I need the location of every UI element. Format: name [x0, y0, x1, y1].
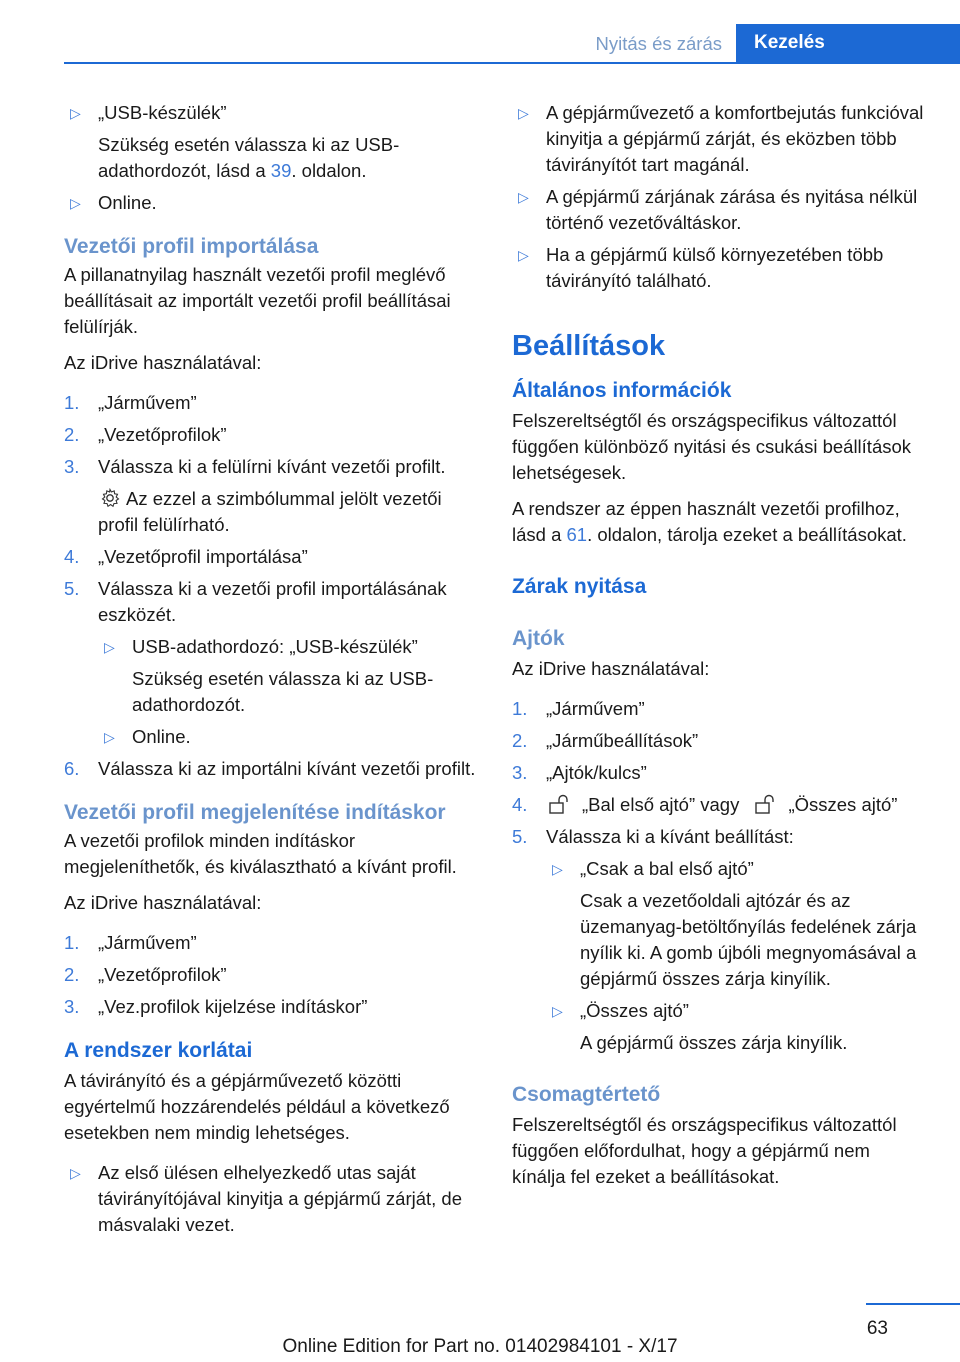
- step-item: 5. Válassza ki a vezetői profil importálásának eszközét.: [64, 578, 447, 625]
- list-item: ▷ A gépjárművezető a komfortbejutás funkcióval kinyitja a gépjármű zárját, és eközben több távirányítót tart magánál.: [518, 102, 924, 175]
- unlock-icon: [548, 794, 572, 814]
- section-tab[interactable]: Nyitás és zárás: [595, 33, 722, 54]
- list-item: ▷ Az első ülésen elhelyezkedő utas saját távirányítójával kinyitja a gépjármű zárját, de másvalaki vezet.: [70, 1162, 463, 1235]
- paragraph: Az iDrive használatával:: [64, 892, 262, 913]
- triangle-right-icon: ▷: [70, 1165, 81, 1181]
- section-heading: Általános információk: [512, 379, 732, 402]
- subsection-heading: Ajtók: [512, 627, 565, 650]
- list-item: ▷ Online.: [98, 724, 478, 750]
- triangle-right-icon: ▷: [552, 1003, 563, 1019]
- step-item: 2. „Vezetőprofilok”: [64, 964, 227, 985]
- section-heading: A rendszer korlátai: [64, 1039, 253, 1062]
- gear-icon: [100, 488, 120, 508]
- list-item: ▷ USB-adathordozó: „USB-készülék” Szükség esetén válassza ki az USB-adathordozót.: [104, 636, 434, 715]
- triangle-right-icon: ▷: [518, 247, 529, 263]
- step-item: 5. Válassza ki a kívánt beállítást:: [512, 826, 794, 847]
- section-heading: Vezetői profil importálása: [64, 235, 319, 258]
- triangle-right-icon: ▷: [552, 861, 563, 877]
- step-item: 2. „Járműbeállítások”: [512, 730, 699, 751]
- triangle-right-icon: ▷: [70, 195, 81, 211]
- paragraph: A vezetői profilok minden indításkor megjeleníthetők, és kiválasztható a kívánt profil.: [64, 830, 457, 877]
- unlock-icon: [754, 794, 778, 814]
- chapter-title: Beállítások: [512, 330, 666, 362]
- step-item: 1. „Járművem”: [512, 698, 645, 719]
- list-item: ▷ „Összes ajtó” A gépjármű összes zárja kinyílik.: [552, 1000, 848, 1053]
- right-column: [512, 100, 926, 1200]
- paragraph: A távirányító és a gépjárművezető közötti egyértelmű hozzárendelés például a következő esetekben nem mindig lehetséges.: [64, 1070, 450, 1143]
- step-item: 3. „Ajtók/kulcs”: [512, 762, 647, 783]
- triangle-right-icon: ▷: [70, 105, 81, 121]
- triangle-right-icon: ▷: [518, 105, 529, 121]
- page-header: [64, 24, 960, 64]
- step-item: 4. „Vezetőprofil importálása”: [64, 546, 308, 567]
- paragraph: A pillanatnyilag használt vezetői profil meglévő beállításait az importált vezetői profil beállításai felülírják.: [64, 264, 451, 337]
- step-item: 6. Válassza ki az importálni kívánt vezetői profilt.: [64, 758, 476, 779]
- list-item: ▷ A gépjármű zárjának zárása és nyitása nélkül történő vezetőváltáskor.: [518, 186, 918, 233]
- triangle-right-icon: ▷: [104, 729, 115, 745]
- triangle-right-icon: ▷: [104, 639, 115, 655]
- list-item: ▷ Ha a gépjármű külső környezetében több távirányító található.: [518, 244, 884, 291]
- list-item: ▷ „Csak a bal első ajtó” Csak a vezetőoldali ajtózár és az üzemanyag-betöltőnyílás fedelének zárja nyílik ki. A gomb újbóli megnyomásával a gépjármű összes zárja kinyílik.: [552, 858, 917, 989]
- paragraph: Az iDrive használatával:: [64, 352, 262, 373]
- list-item: ▷ „USB-készülék” Szükség esetén válassza ki az USB-adathordozót, lásd a 39. oldalon.: [70, 102, 400, 181]
- step-item: 2. „Vezetőprofilok”: [64, 424, 227, 445]
- paragraph: A rendszer az éppen használt vezetői profilhoz, lásd a 61. oldalon, tárolja ezeket a beállításokat.: [512, 498, 907, 545]
- subsection-heading: Csomagtértető: [512, 1083, 661, 1106]
- footer-divider: [866, 1303, 960, 1305]
- triangle-right-icon: ▷: [518, 189, 529, 205]
- list-item: ▷ Online.: [64, 190, 478, 216]
- left-column: [64, 100, 478, 1244]
- page-number: 63: [866, 1318, 888, 1339]
- step-item: 3. Válassza ki a felülírni kívánt vezetői profilt.: [64, 456, 446, 477]
- section-heading: Zárak nyitása: [512, 575, 647, 598]
- step-item: 4. „Bal első ajtó” vagy „Összes ajtó”: [512, 794, 898, 815]
- gear-note: Az ezzel a szimbólummal jelölt vezetői profil felülírható.: [98, 488, 442, 535]
- step-item: 1. „Járművem”: [64, 392, 197, 413]
- step-item: 1. „Járművem”: [64, 932, 197, 953]
- chapter-tab[interactable]: Kezelés: [736, 24, 960, 62]
- footer-edition: Online Edition for Part no. 01402984101 - X/17: [282, 1336, 678, 1357]
- section-heading: Vezetői profil megjelenítése indításkor: [64, 801, 446, 824]
- paragraph: Felszereltségtől és országspecifikus változattól függően előfordulhat, hogy a gépjármű nem kínálja fel ezeket a beállításokat.: [512, 1114, 897, 1187]
- step-item: 3. „Vez.profilok kijelzése indításkor”: [64, 996, 368, 1017]
- paragraph: Felszereltségtől és országspecifikus változattól függően különböző nyitási és csukási beállítások lehetségesek.: [512, 410, 912, 483]
- page-link[interactable]: 39: [270, 160, 292, 181]
- page-link[interactable]: 61: [566, 524, 588, 545]
- paragraph: Az iDrive használatával:: [512, 658, 710, 679]
